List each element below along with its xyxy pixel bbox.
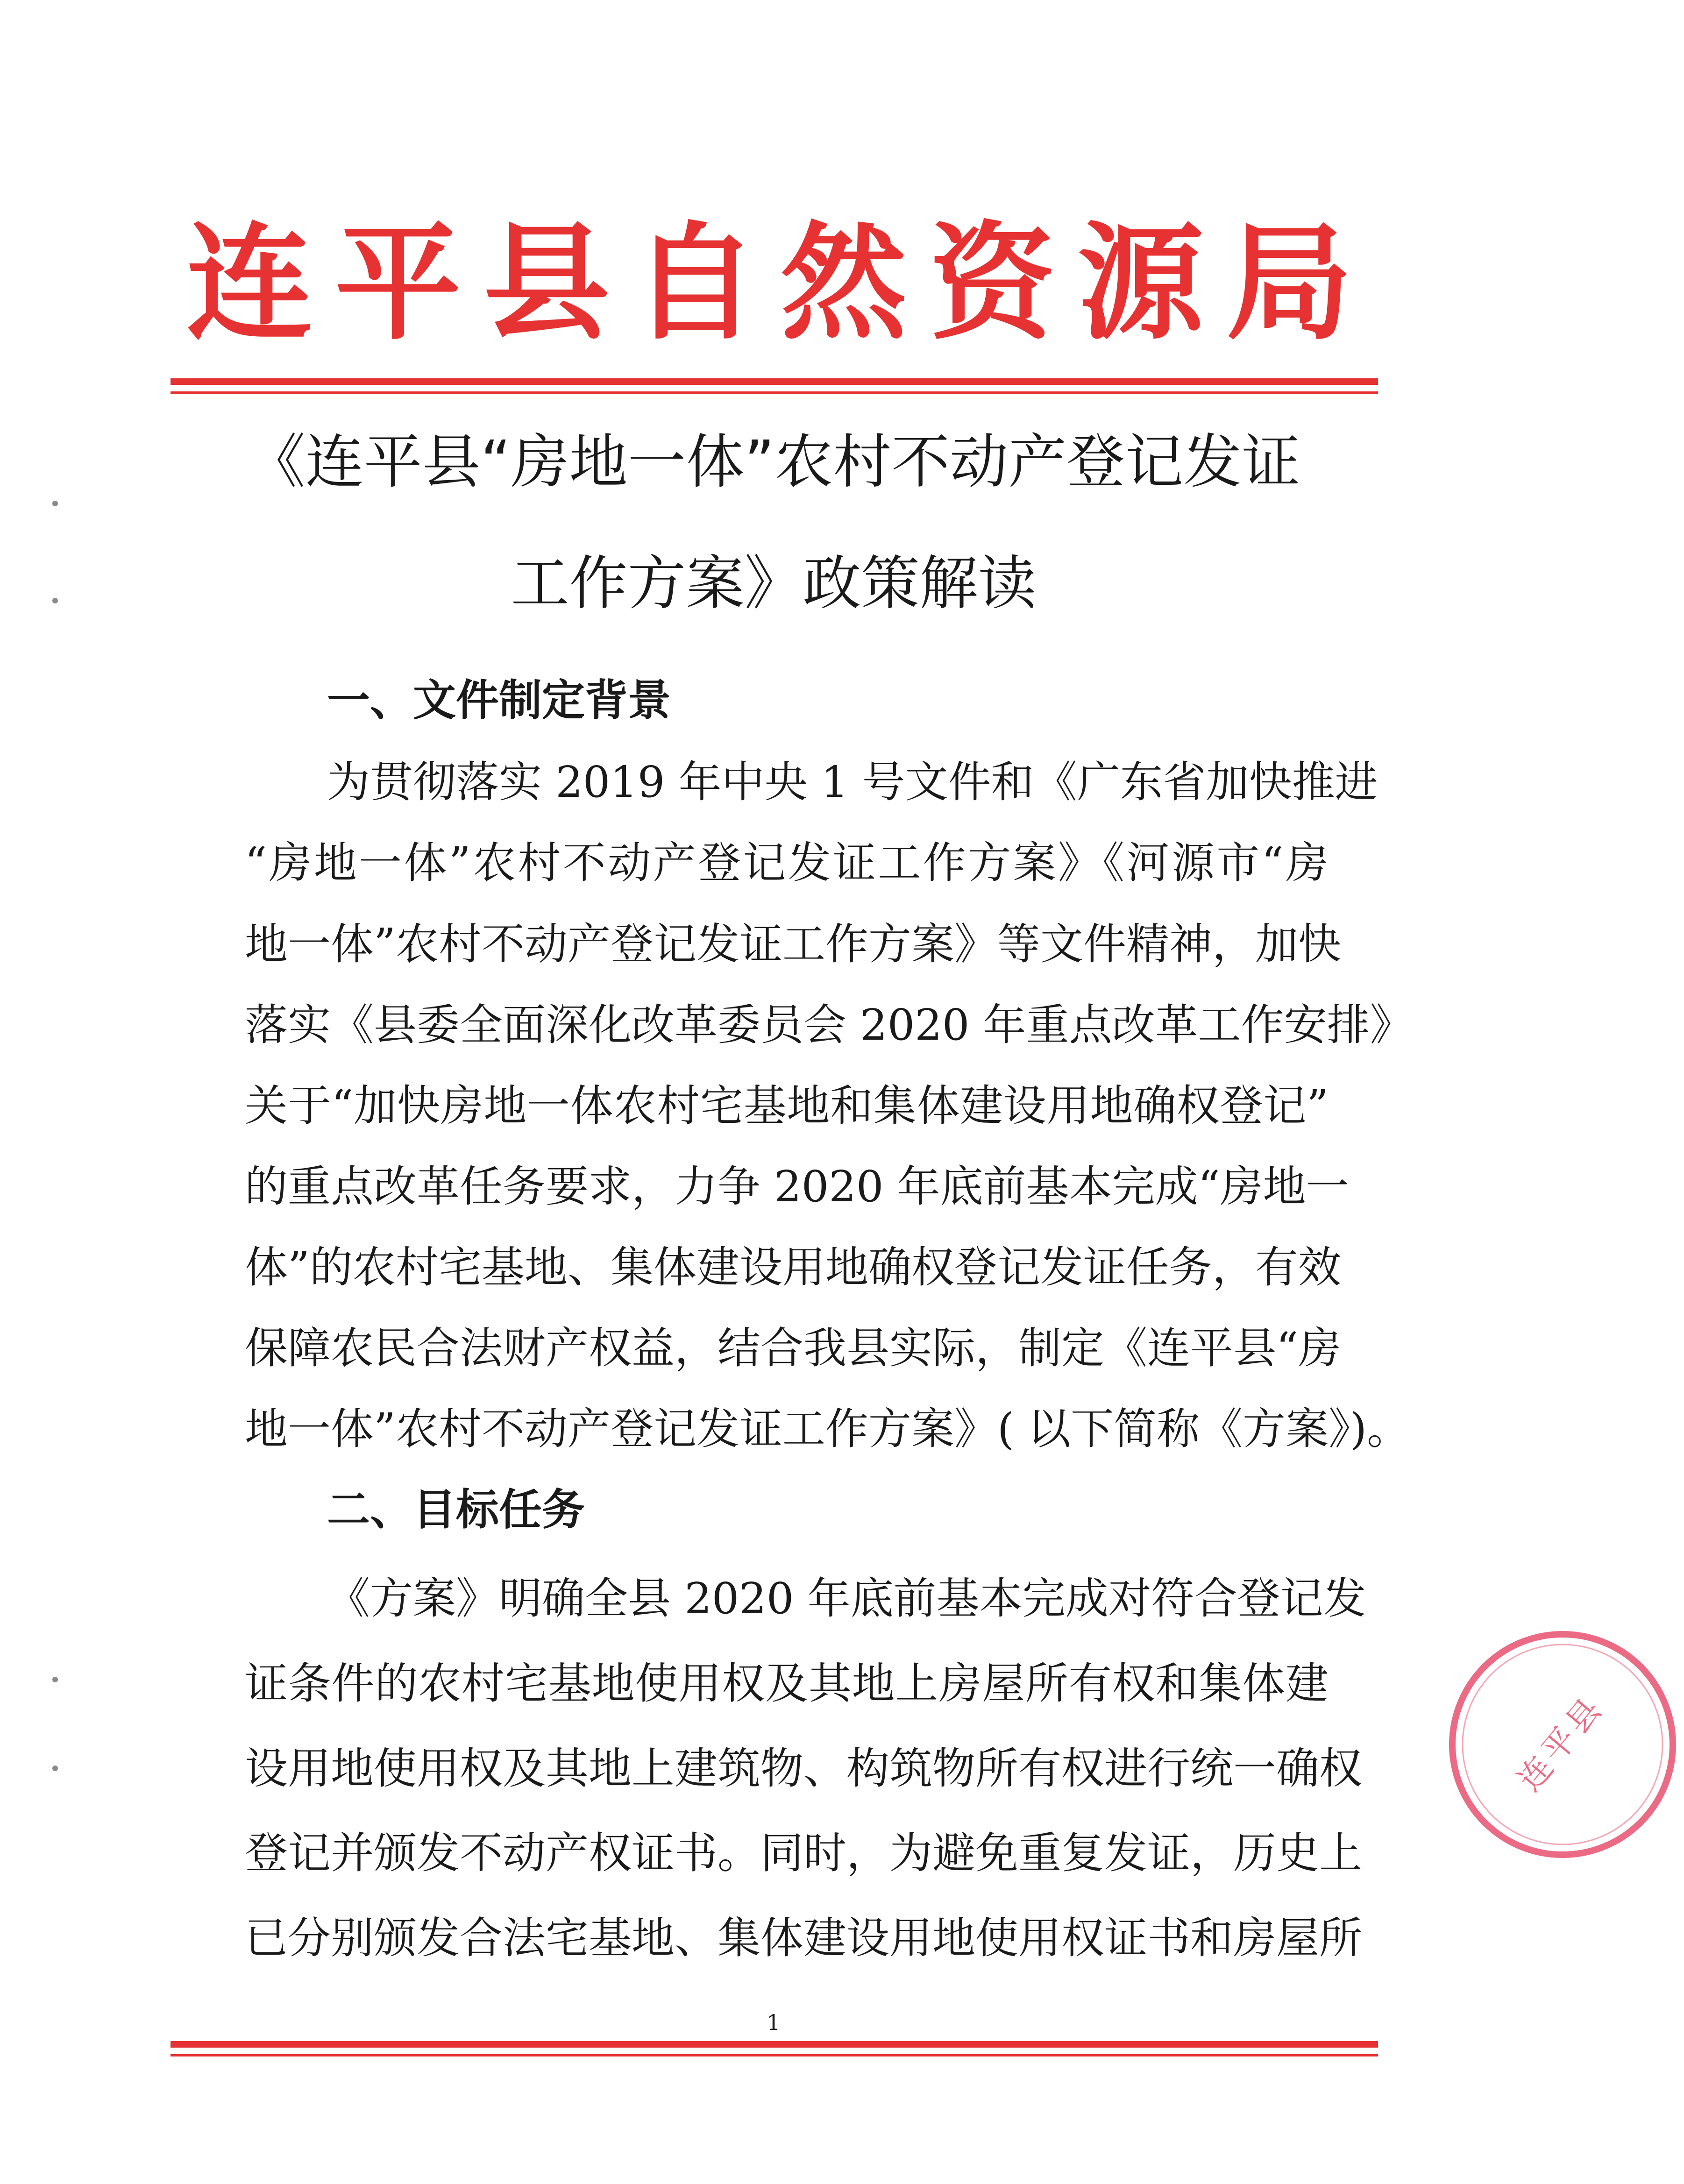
paragraph-line: 地一体”农村不动产登记发证工作方案》( 以下简称《方案》)。 xyxy=(245,1404,1410,1454)
paragraph-line: 已分别颁发合法宅基地、集体建设用地使用权证书和房屋所 xyxy=(245,1913,1363,1963)
paragraph-line: 为贯彻落实 2019 年中央 1 号文件和《广东省加快推进 xyxy=(327,757,1378,807)
page-number: 1 xyxy=(767,2010,781,2035)
scan-speck xyxy=(52,1677,58,1682)
official-seal-stamp xyxy=(1441,1623,1684,1866)
paragraph-line: 的重点改革任务要求，力争 2020 年底前基本完成“房地一 xyxy=(245,1162,1349,1212)
header-red-rule-thick xyxy=(171,378,1378,385)
seal-circle-icon xyxy=(1441,1623,1684,1866)
document-title-line-2: 工作方案》政策解读 xyxy=(511,550,1037,617)
paragraph-line: 保障农民合法财产权益，结合我县实际，制定《连平县“房 xyxy=(245,1323,1342,1373)
paragraph-line: 地一体”农村不动产登记发证工作方案》等文件精神，加快 xyxy=(245,919,1342,969)
footer-red-rule-thick xyxy=(171,2041,1378,2048)
header-red-rule-thin xyxy=(171,391,1378,394)
paragraph-line: 《方案》明确全县 2020 年底前基本完成对符合登记发 xyxy=(327,1574,1366,1624)
scan-speck xyxy=(52,1766,58,1771)
paragraph-line: 设用地使用权及其地上建筑物、构筑物所有权进行统一确权 xyxy=(245,1744,1363,1794)
paragraph-line: 落实《县委全面深化改革委员会 2020 年重点改革工作安排》 xyxy=(245,1000,1413,1050)
paragraph-line: 证条件的农村宅基地使用权及其地上房屋所有权和集体建 xyxy=(245,1659,1329,1709)
seal-text: 连平县 xyxy=(1510,1688,1612,1799)
paragraph-line: 关于“加快房地一体农村宅基地和集体建设用地确权登记” xyxy=(245,1081,1329,1131)
scan-speck xyxy=(52,501,58,506)
scan-speck xyxy=(52,598,58,603)
footer-red-rule-thin xyxy=(171,2054,1378,2056)
document-title-line-1: 《连平县“房地一体”农村不动产登记发证 xyxy=(247,428,1300,496)
paragraph-line: “房地一体”农村不动产登记发证工作方案》《河源市“房 xyxy=(245,838,1329,888)
section-heading-background: 一、文件制定背景 xyxy=(327,675,671,725)
section-heading-objectives: 二、目标任务 xyxy=(327,1485,585,1535)
paragraph-line: 体”的农村宅基地、集体建设用地确权登记发证任务，有效 xyxy=(245,1242,1342,1292)
agency-header-title: 连平县自然资源局 xyxy=(186,208,1375,357)
paragraph-line: 登记并颁发不动产权证书。同时，为避免重复发证，历史上 xyxy=(245,1828,1363,1878)
